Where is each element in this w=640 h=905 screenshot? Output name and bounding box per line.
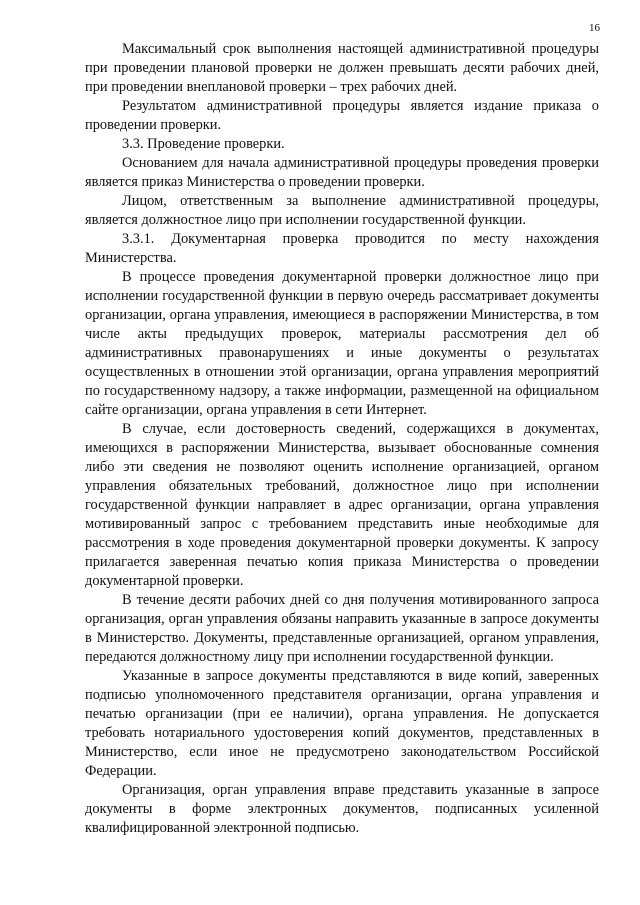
paragraph-responsible-person: Лицом, ответственным за выполнение административной процедуры, является должностное лицо при исполнении государственной функции. [85, 193, 599, 228]
paragraph-ten-days: В течение десяти рабочих дней со дня получения мотивированного запроса организация, орган управления обязаны направить указанные в запросе документы в Министерство. Документы, представленные организацией, органом управления, передаются должностному лицу при исполнении государственной функции. [85, 592, 599, 665]
paragraph-copies: Указанные в запросе документы представляются в виде копий, заверенных подписью уполномоченного представителя организации, органа управления и печатью организации (при ее наличии), органа управления. Не допускается требовать нотариального удостоверения копий документов, представленных в Министерство, если иное не предусмотрено законодательством Российской Федерации. [85, 668, 599, 779]
section-heading-3-3-1: 3.3.1. Документарная проверка проводится по месту нахождения Министерства. [85, 231, 599, 266]
page-number: 16 [589, 22, 600, 34]
paragraph-basis: Основанием для начала административной процедуры проведения проверки является приказ Министерства о проведении проверки. [85, 155, 599, 190]
document-body [85, 40, 599, 838]
paragraph-document-review: В процессе проведения документарной проверки должностное лицо при исполнении государственной функции в первую очередь рассматривает документы организации, органа управления, имеющиеся в распоряжении Министерства, в том числе акты предыдущих проверок, материалы рассмотрения дел об административных правонарушениях и иные документы о результатах осуществленных в отношении этой организации, органа управления мероприятий по государственному надзору, а также информации, размещенной на официальном сайте организации, органа управления в сети Интернет. [85, 269, 599, 418]
paragraph-procedure-result: Результатом административной процедуры является издание приказа о проведении проверки. [85, 98, 599, 133]
section-heading-3-3: 3.3. Проведение проверки. [122, 136, 285, 152]
paragraph-max-duration: Максимальный срок выполнения настоящей административной процедуры при проведении плановой проверки не должен превышать десяти рабочих дней, при проведении внеплановой проверки – трех рабочих дней. [85, 41, 599, 95]
paragraph-electronic-documents: Организация, орган управления вправе представить указанные в запросе документы в форме электронных документов, подписанных усиленной квалифицированной электронной подписью. [85, 782, 599, 836]
paragraph-reasoned-request: В случае, если достоверность сведений, содержащихся в документах, имеющихся в распоряжении Министерства, вызывает обоснованные сомнения либо эти сведения не позволяют оценить исполнение организацией, органом управления обязательных требований, должностное лицо при исполнении государственной функции направляет в адрес организации, органа управления мотивированный запрос с требованием представить иные необходимые для рассмотрения в ходе проведения документарной проверки документы. К запросу прилагается заверенная печатью копия приказа Министерства о проведении документарной проверки. [85, 421, 599, 589]
